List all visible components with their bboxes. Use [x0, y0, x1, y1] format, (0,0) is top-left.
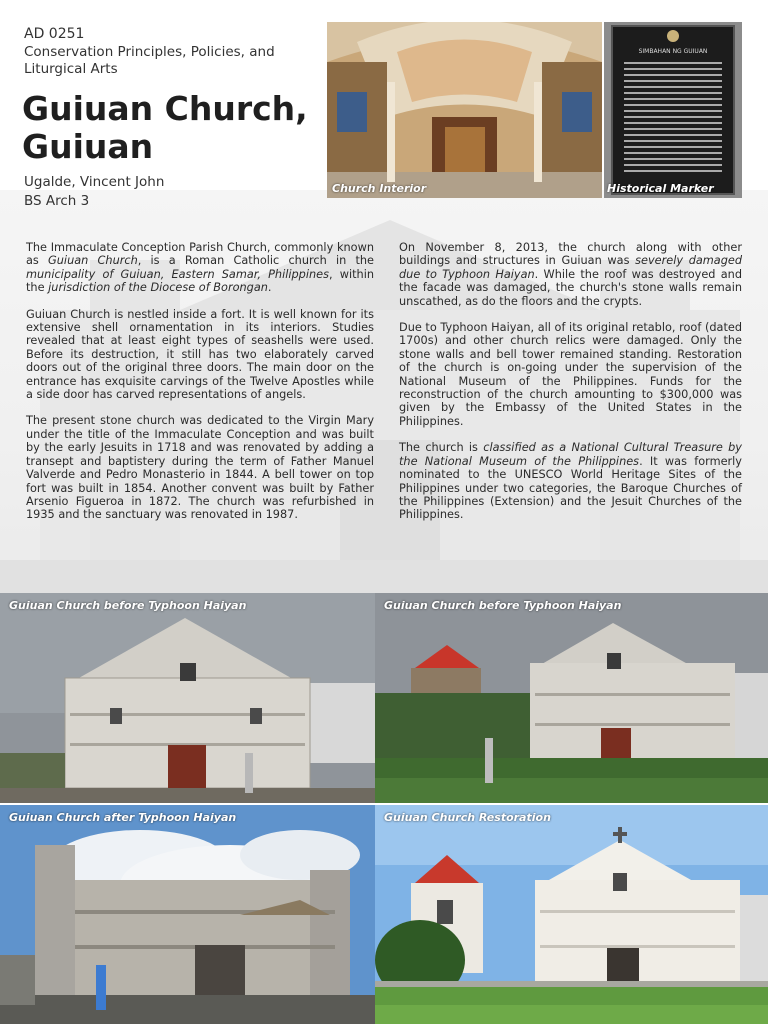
church-interior-photo	[327, 22, 602, 198]
right-paragraph-1: On November 8, 2013, the church along with other buildings and structures in Guiuan was severely damaged due to Typhoon Haiyan. While the roof was destroyed and the facade was damaged, the church's stone walls remain unscathed, as do the floors and the crypts.	[399, 241, 743, 308]
author-name: Ugalde, Vincent John	[24, 174, 165, 190]
program-name: BS Arch 3	[24, 193, 90, 209]
restoration-caption: Guiuan Church Restoration	[384, 811, 551, 824]
church-after-photo	[0, 805, 375, 1024]
after-caption: Guiuan Church after Typhoon Haiyan	[9, 811, 237, 824]
historical-marker-photo	[604, 22, 742, 198]
course-name: Conservation Principles, Policies, and Liturgical Arts	[24, 44, 275, 77]
interior-caption: Church Interior	[332, 182, 427, 195]
marker-caption: Historical Marker	[607, 182, 714, 195]
church-before-photo-2	[375, 593, 768, 803]
church-before-photo-1	[0, 593, 375, 803]
right-text-column	[399, 241, 742, 535]
before-caption-1: Guiuan Church before Typhoon Haiyan	[9, 599, 247, 612]
marker-heading: SIMBAHAN NG GUIUAN	[638, 48, 708, 55]
church-restoration-photo	[375, 805, 768, 1024]
left-paragraph-1: The Immaculate Conception Parish Church, commonly known as Guiuan Church, is a Roman Catholic church in the municipality of Guiuan, Eastern Samar, Philippines, within the jurisdiction of the Diocese of Borongan.	[26, 241, 375, 295]
right-paragraph-2: Due to Typhoon Haiyan, all of its original retablo, roof (dated 1700s) and other church relics were damaged. Only the stone walls and bell tower remained standing. Restoration of the church is on-going under the supervision of the National Museum of the Philippines. Funds for the reconstruction of the church amounting to $300,000 was given by the Embassy of the United States in the Philippines.	[399, 321, 742, 428]
right-paragraph-3: The church is classified as a National Cultural Treasure by the National Museum of the Philippines. It was formerly nominated to the UNESCO World Heritage Sites of the Philippines under two categories, the Baroque Churches of the Philippines (Extension) and the Jesuit Churches of the Philippines.	[399, 441, 742, 522]
page-title: Guiuan Church, Guiuan	[22, 89, 308, 166]
left-paragraph-3: The present stone church was dedicated to the Virgin Mary under the title of the Immaculate Conception and was built by the early Jesuits in 1718 and was renovated by adding a transept and baptistery during the term of Father Manuel Valverde and Pedro Monasterio in 1844. A bell tower on top fort was built in 1854. Another convent was built by Father Arsenio Figueroa in 1872. The church was refurbished in 1935 and the sanctuary was renovated in 1987.	[26, 414, 374, 522]
left-paragraph-2: Guiuan Church is nestled inside a fort. It is well known for its extensive shell ornamentation in its interiors. Studies revealed that at least eight types of seashells were used. Before its destruction, it still has two elaborately carved doors out of the original three doors. The main door on the entrance has exquisite carvings of the Twelve Apostles while a side door has carved representations of angels.	[26, 307, 374, 402]
course-code: AD 0251	[24, 26, 85, 42]
before-caption-2: Guiuan Church before Typhoon Haiyan	[384, 599, 622, 612]
left-text-column	[26, 241, 374, 535]
